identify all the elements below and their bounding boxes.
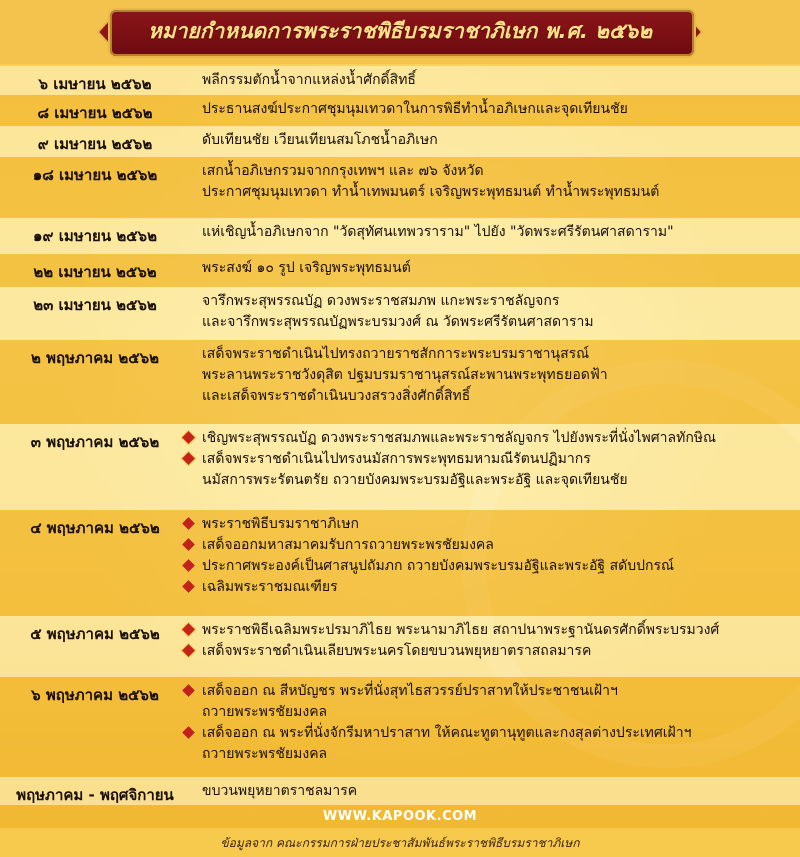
schedule-item (184, 258, 792, 279)
schedule-date: ๓ พฤษภาคม ๒๕๖๒ (30, 433, 160, 451)
schedule-item-text: พระลานพระราชวังดุสิต ปฐมบรมราชานุสรณ์สะพานพระพุทธยอดฟ้า (202, 367, 608, 383)
schedule-item (184, 365, 792, 386)
schedule-item (184, 344, 792, 365)
schedule-item (184, 386, 792, 407)
schedule-date: ๘ เมษายน ๒๕๖๒ (37, 104, 153, 122)
schedule-item-text: เสด็จออก ณ สีหบัญชร พระที่นั่งสุทไธสวรรย์ปราสาทให้ประชาชนเฝ้าฯ (202, 683, 618, 699)
schedule-item-text: ประธานสงฆ์ประกาศชุมนุมเทวดาในการพิธีทำน้ำอภิเษกและจุดเทียนชัย (202, 101, 628, 117)
schedule-item-text: เสด็จพระราชดำเนินเลียบพระนครโดยขบวนพยุหยาตราสถลมารค (202, 643, 592, 659)
schedule-items (184, 514, 792, 598)
schedule-item (184, 723, 792, 744)
schedule-item-text: ดับเทียนชัย เวียนเทียนสมโภชน้ำอภิเษก (202, 132, 438, 148)
schedule-row (0, 126, 800, 157)
schedule-items (184, 70, 792, 91)
schedule-row (0, 424, 800, 510)
schedule-item (184, 744, 792, 765)
schedule-items (184, 620, 792, 662)
schedule-item (184, 641, 792, 662)
schedule-item (184, 556, 792, 577)
schedule-items (184, 428, 792, 491)
schedule-row (0, 777, 800, 805)
schedule-items (184, 344, 792, 407)
schedule-items (184, 99, 792, 120)
schedule-item-text: พลีกรรมตักน้ำจากแหล่งน้ำศักดิ์สิทธิ์ (202, 72, 416, 88)
schedule-item-text: ถวายพระพรชัยมงคล (202, 746, 328, 762)
schedule-date: ๒๒ เมษายน ๒๕๖๒ (33, 263, 157, 281)
schedule-item (184, 312, 792, 333)
schedule-row (0, 287, 800, 340)
schedule-item-text: เสด็จพระราชดำเนินไปทรงนมัสการพระพุทธมหามณีรัตนปฏิมากร (202, 451, 591, 467)
schedule-item (184, 620, 792, 641)
schedule-row (0, 95, 800, 126)
schedule-row (0, 510, 800, 616)
schedule-items (184, 681, 792, 765)
schedule-item (184, 428, 792, 449)
schedule-item-text: เสด็จออกมหาสมาคมรับการถวายพระพรชัยมงคล (202, 537, 494, 553)
schedule-item (184, 577, 792, 598)
schedule-item-text: นมัสการพระรัตนตรัย ถวายบังคมพระบรมอัฐิและพระอัฐิ และจุดเทียนชัย (202, 472, 628, 488)
schedule-item (184, 514, 792, 535)
schedule-item-text: และจารึกพระสุพรรณบัฏพระบรมวงศ์ ณ วัดพระศรีรัตนศาสดาราม (202, 314, 594, 330)
schedule-item-text: พระราชพิธีบรมราชาภิเษก (202, 516, 360, 532)
schedule-item (184, 535, 792, 556)
schedule-item-text: จารึกพระสุพรรณบัฏ ดวงพระราชสมภพ แกะพระราชลัญจกร (202, 293, 560, 309)
schedule-item-text: ขบวนพยุหยาตราชลมารค (202, 783, 358, 799)
schedule-item-text: เสกน้ำอภิเษกรวมจากกรุงเทพฯ และ ๗๖ จังหวัด (202, 163, 484, 179)
schedule-date: ๒ พฤษภาคม ๒๕๖๒ (30, 349, 160, 367)
schedule-item-text: เฉลิมพระราชมณเฑียร (202, 579, 338, 595)
schedule-date: ๖ พฤษภาคม ๒๕๖๒ (31, 686, 159, 704)
page-title: หมายกำหนดการพระราชพิธีบรมราชาภิเษก พ.ศ. ๒๕๖๒ (147, 19, 653, 43)
schedule-item (184, 130, 792, 151)
schedule-items (184, 781, 792, 802)
schedule-item-text: และเสด็จพระราชดำเนินบวงสรวงสิ่งศักดิ์สิทธิ์ (202, 388, 471, 404)
schedule-item-text: เสด็จออก ณ พระที่นั่งจักรีมหาปราสาท ให้คณะทูตานุทูตและกงสุลต่างประเทศเฝ้าฯ (202, 725, 692, 741)
schedule-item-text: แห่เชิญน้ำอภิเษกจาก "วัดสุทัศนเทพวราราม" ไปยัง "วัดพระศรีรัตนศาสดาราม" (202, 224, 674, 240)
schedule-item-text: พระราชพิธีเฉลิมพระปรมาภิไธย พระนามาภิไธย สถาปนาพระฐานันดรศักดิ์พระบรมวงศ์ (202, 622, 720, 638)
schedule-item (184, 99, 792, 120)
schedule-items (184, 291, 792, 333)
schedule-date: ๑๘ เมษายน ๒๕๖๒ (32, 166, 158, 184)
schedule-row (0, 157, 800, 218)
schedule-date: ๔ พฤษภาคม ๒๕๖๒ (30, 519, 160, 537)
schedule-item (184, 222, 792, 243)
schedule-row (0, 254, 800, 287)
schedule-date: ๙ เมษายน ๒๕๖๒ (37, 135, 153, 153)
schedule-item-text: เสด็จพระราชดำเนินไปทรงถวายราชสักการะพระบรมราชานุสรณ์ (202, 346, 590, 362)
schedule-items (184, 222, 792, 243)
schedule-items (184, 258, 792, 279)
schedule-row (0, 616, 800, 677)
schedule-item-text: ถวายพระพรชัยมงคล (202, 704, 328, 720)
schedule-items (184, 130, 792, 151)
schedule-items (184, 161, 792, 203)
schedule-item-text: พระสงฆ์ ๑๐ รูป เจริญพระพุทธมนต์ (202, 260, 411, 276)
schedule-item (184, 702, 792, 723)
schedule-item (184, 70, 792, 91)
schedule-row (0, 218, 800, 254)
schedule-date: ๑๙ เมษายน ๒๕๖๒ (33, 227, 157, 245)
schedule-date: ๕ พฤษภาคม ๒๕๖๒ (30, 625, 160, 643)
schedule-item (184, 182, 792, 203)
source-credit: ข้อมูลจาก คณะกรรมการฝ่ายประชาสัมพันธ์พระราชพิธีบรมราชาภิเษก (220, 836, 580, 850)
schedule-item (184, 161, 792, 182)
schedule-date: ๒๓ เมษายน ๒๕๖๒ (33, 296, 157, 314)
schedule-date: ๖ เมษายน ๒๕๖๒ (38, 75, 152, 93)
schedule-item (184, 681, 792, 702)
schedule-row (0, 677, 800, 777)
schedule-item (184, 470, 792, 491)
schedule-item-text: เชิญพระสุพรรณบัฏ ดวงพระราชสมภพและพระราชลัญจกร ไปยังพระที่นั่งไพศาลทักษิณ (202, 430, 717, 446)
schedule-item (184, 449, 792, 470)
site-url: WWW.KAPOOK.COM (322, 809, 478, 824)
schedule-item-text: ประกาศพระองค์เป็นศาสนูปถัมภก ถวายบังคมพระบรมอัฐิและพระอัฐิ สดับปกรณ์ (202, 558, 675, 574)
schedule-row (0, 340, 800, 424)
schedule-date: พฤษภาคม - พฤศจิกายน (16, 786, 174, 804)
schedule-item (184, 291, 792, 312)
schedule-item-text: ประกาศชุมนุมเทวดา ทำน้ำเทพมนตร์ เจริญพระพุทธมนต์ ทำน้ำพระพุทธมนต์ (202, 184, 660, 200)
schedule-item (184, 781, 792, 802)
schedule-row (0, 66, 800, 95)
